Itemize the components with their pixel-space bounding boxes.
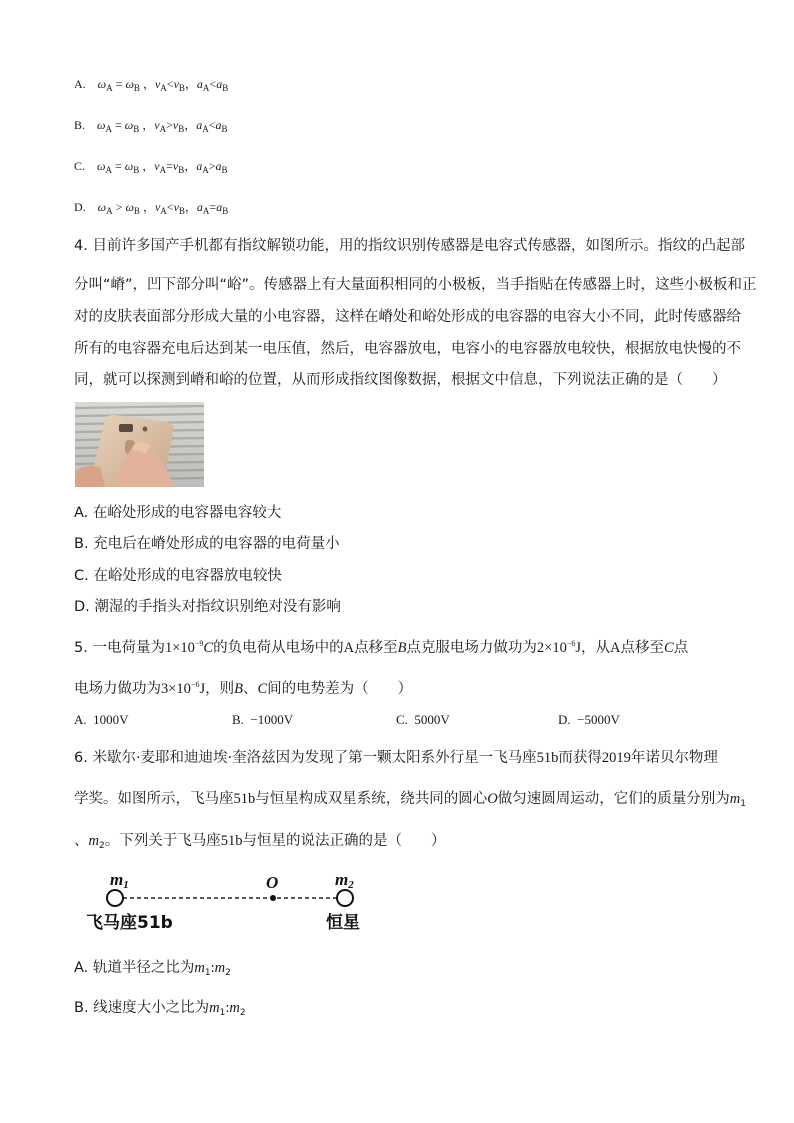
q4-option-d[interactable]: D. 潮湿的手指头对指纹识别绝对没有影响	[74, 599, 341, 615]
q4-stem-line-3: 对的皮肤表面部分形成大量的小电容器，这样在嵴处和峪处形成的电容器的电容大小不同，此时传感器给	[74, 309, 741, 325]
m1-label: m1	[110, 870, 129, 891]
q4-option-b[interactable]: B. 充电后在嵴处形成的电容器的电荷量小	[74, 536, 340, 552]
q5-option-d[interactable]: D. −5000V	[558, 712, 620, 727]
q3-option-a[interactable]: A. $\omega_A = \omega_B$ ，$v_A<v_B$，$a_A<a_B$	[74, 77, 229, 93]
q6-stem-line-1: 6. 米歇尔·麦耶和迪迪埃·奎洛兹因为发现了第一颗太阳系外行星一飞马座51b而获得2019年诺贝尔物理	[74, 750, 718, 766]
q4-stem-line-2: 分叫“嵴”，凹下部分叫“峪”。传感器上有大量面积相同的小极板，当手指贴在传感器上时，这些小极板和正	[74, 277, 757, 293]
q4-option-a[interactable]: A. 在峪处形成的电容器电容较大	[74, 505, 282, 521]
star-name-label: 恒星	[326, 913, 360, 933]
q6-option-b[interactable]: B. 线速度大小之比为$m_1:m_2$	[74, 1000, 246, 1018]
q4-stem-line-5: 同，就可以探测到嵴和峪的位置，从而形成指纹图像数据，根据文中信息，下列说法正确的是（ ）	[74, 372, 727, 388]
planet-name-label: 飞马座51b	[86, 913, 173, 933]
planet-circle	[107, 890, 123, 906]
q5-stem-line-1: 5. 一电荷量为$1\times 10^{-9}C$的负电荷从电场中的A点移至B点克服电场力做功为$2\times 10^{-6}J$，从A点移至C点	[74, 639, 689, 656]
q4-stem-line-1: 4. 目前许多国产手机都有指纹解锁功能，用的指纹识别传感器是电容式传感器，如图所示。指纹的凸起部	[74, 238, 745, 254]
q6-stem-line-2: 学奖。如图所示，飞马座51b与恒星构成双星系统，绕共同的圆心O做匀速圆周运动，它们的质量分别为$m_1$	[74, 791, 746, 809]
m2-label: m2	[335, 870, 354, 891]
q5-option-b[interactable]: B. −1000V	[232, 712, 294, 727]
star-circle	[337, 890, 353, 906]
binary-star-diagram	[84, 868, 374, 938]
q5-option-a[interactable]: A. 1000V	[74, 712, 129, 727]
q6-stem-line-3: 、$m_2$。下列关于飞马座51b与恒星的说法正确的是（ ）	[74, 833, 446, 851]
q5-option-c[interactable]: C. 5000V	[396, 712, 450, 727]
q5-stem-line-2: 电场力做功为$3\times 10^{-6}J$，则B、C间的电势差为（ ）	[74, 680, 413, 697]
q6-option-a[interactable]: A. 轨道半径之比为$m_1:m_2$	[74, 960, 231, 978]
q4-stem-line-4: 所有的电容器充电后达到某一电压值，然后，电容器放电，电容小的电容器放电较快，根据放电快慢的不	[74, 341, 741, 357]
q3-option-b[interactable]: B. $\omega_A = \omega_B$ ，$v_A>v_B$，$a_A<a_B$	[74, 118, 228, 134]
center-point	[270, 895, 276, 901]
q3-option-c[interactable]: C. $\omega_A = \omega_B$ ，$v_A=v_B$，$a_A>a_B$	[74, 159, 228, 175]
center-label: O	[266, 873, 279, 892]
fingerprint-phone-photo	[75, 402, 204, 487]
q3-option-d[interactable]: D. $\omega_A > \omega_B$ ，$v_A<v_B$，$a_A=a_B$	[74, 200, 229, 216]
q4-option-c[interactable]: C. 在峪处形成的电容器放电较快	[74, 568, 282, 584]
